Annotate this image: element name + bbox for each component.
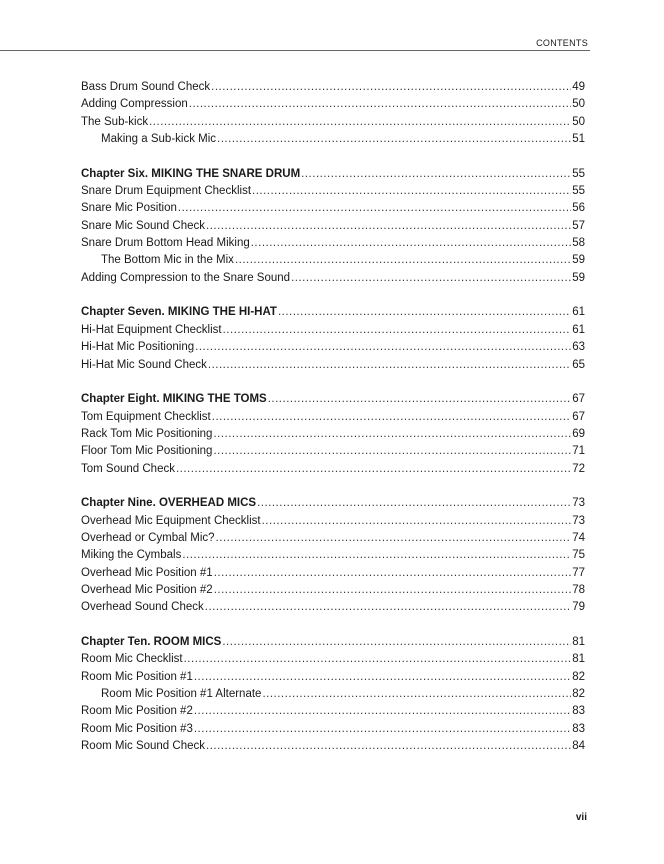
toc-entry-page: 77 [572, 566, 585, 579]
toc-entry-page: 67 [572, 393, 585, 406]
toc-entry-title: The Sub-kick [81, 115, 149, 128]
toc-entry-page: 75 [572, 549, 585, 562]
toc-entry[interactable] [81, 686, 585, 703]
toc-entry-title: Chapter Eight. MIKING THE TOMS [81, 393, 267, 406]
toc-entry-title: Snare Mic Position [81, 202, 177, 215]
dot-leader [149, 114, 571, 131]
header-rule [0, 50, 590, 51]
dot-leader [217, 131, 571, 148]
toc-entry[interactable] [81, 235, 585, 252]
dot-leader [213, 443, 571, 460]
toc-chapter-entry[interactable] [81, 634, 585, 651]
dot-leader [216, 530, 572, 547]
toc-entry-page: 84 [572, 740, 585, 753]
toc-entry-title: Hi-Hat Mic Positioning [81, 341, 195, 354]
toc-entry-page: 58 [572, 237, 585, 250]
toc-entry-title: Room Mic Sound Check [81, 740, 205, 753]
toc-entry-title: Hi-Hat Equipment Checklist [81, 323, 222, 336]
toc-chapter-entry[interactable] [81, 304, 585, 321]
toc-entry-page: 78 [572, 583, 585, 596]
toc-entry-title: Snare Drum Equipment Checklist [81, 185, 252, 198]
toc-entry-title: Adding Compression [81, 98, 188, 111]
toc-entry[interactable] [81, 114, 585, 131]
toc-entry-title: Overhead Mic Equipment Checklist [81, 514, 261, 527]
toc-entry-title: Miking the Cymbals [81, 549, 182, 562]
dot-leader [251, 235, 571, 252]
section-gap [81, 617, 585, 634]
toc-entry-title: Chapter Ten. ROOM MICS [81, 636, 222, 648]
section-gap [81, 478, 585, 495]
toc-entry-title: Overhead Mic Position #1 [81, 566, 213, 579]
toc-entry[interactable] [81, 79, 585, 96]
dot-leader [222, 634, 571, 651]
toc-entry-page: 81 [572, 636, 585, 648]
toc-entry-title: Chapter Nine. OVERHEAD MICS [81, 497, 257, 510]
toc-entry[interactable] [81, 183, 585, 200]
toc-entry[interactable] [81, 426, 585, 443]
toc-entry-page: 56 [572, 202, 585, 215]
toc-entry-title: Bass Drum Sound Check [81, 81, 211, 93]
dot-leader [213, 426, 571, 443]
toc-entry[interactable] [81, 547, 585, 564]
dot-leader [301, 166, 571, 183]
dot-leader [206, 738, 571, 755]
toc-entry-page: 71 [572, 445, 585, 458]
toc-entry-page: 51 [572, 133, 585, 146]
dot-leader [262, 686, 571, 703]
dot-leader [182, 547, 571, 564]
toc-entry-title: Chapter Seven. MIKING THE HI-HAT [81, 306, 277, 319]
toc-entry[interactable] [81, 96, 585, 113]
toc-entry-page: 49 [572, 81, 585, 93]
toc-entry-title: Tom Equipment Checklist [81, 410, 211, 423]
toc-entry-title: Adding Compression to the Snare Sound [81, 271, 291, 284]
toc-entry[interactable] [81, 461, 585, 478]
dot-leader [189, 96, 571, 113]
dot-leader [257, 495, 571, 512]
toc-entry-title: Tom Sound Check [81, 462, 175, 475]
dot-leader [194, 703, 571, 720]
toc-entry-title: Making a Sub-kick Mic [101, 133, 217, 146]
dot-leader [214, 565, 572, 582]
dot-leader [223, 322, 572, 339]
table-of-contents [81, 79, 585, 755]
toc-entry[interactable] [81, 409, 585, 426]
toc-entry-page: 81 [572, 653, 585, 666]
toc-entry-page: 72 [572, 462, 585, 475]
dot-leader [212, 409, 571, 426]
running-header: CONTENTS [536, 38, 588, 48]
toc-chapter-entry[interactable] [81, 166, 585, 183]
toc-entry-title: Chapter Six. MIKING THE SNARE DRUM [81, 167, 301, 180]
toc-entry-page: 50 [572, 115, 585, 128]
toc-entry-page: 61 [572, 323, 585, 336]
dot-leader [268, 391, 571, 408]
toc-entry-page: 79 [572, 601, 585, 614]
toc-entry[interactable] [81, 200, 585, 217]
toc-entry[interactable] [81, 651, 585, 668]
toc-entry-page: 73 [572, 514, 585, 527]
toc-entry-title: The Bottom Mic in the Mix [101, 254, 234, 267]
dot-leader [211, 79, 571, 96]
dot-leader [176, 461, 571, 478]
toc-entry[interactable] [81, 322, 585, 339]
toc-entry[interactable] [81, 582, 585, 599]
toc-entry[interactable] [81, 530, 585, 547]
toc-entry-page: 69 [572, 427, 585, 440]
toc-entry[interactable] [81, 721, 585, 738]
toc-entry-title: Overhead or Cymbal Mic? [81, 531, 215, 544]
dot-leader [206, 218, 571, 235]
toc-entry-title: Floor Tom Mic Positioning [81, 445, 213, 458]
toc-entry[interactable] [81, 513, 585, 530]
toc-entry[interactable] [81, 218, 585, 235]
toc-entry-page: 73 [572, 497, 585, 510]
toc-entry-title: Overhead Mic Position #2 [81, 583, 213, 596]
toc-entry-title: Room Mic Position #1 Alternate [101, 688, 262, 701]
toc-entry-title: Room Mic Position #3 [81, 722, 193, 735]
toc-entry-title: Hi-Hat Mic Sound Check [81, 358, 207, 371]
page-number: vii [575, 812, 587, 823]
toc-entry-page: 55 [572, 185, 585, 198]
dot-leader [278, 304, 571, 321]
toc-entry-page: 59 [572, 254, 585, 267]
toc-entry-title: Snare Mic Sound Check [81, 219, 206, 232]
toc-entry-page: 82 [572, 670, 585, 683]
dot-leader [235, 252, 571, 269]
toc-chapter-entry[interactable] [81, 495, 585, 512]
toc-entry[interactable] [81, 270, 585, 287]
toc-entry[interactable] [81, 443, 585, 460]
dot-leader [178, 200, 571, 217]
dot-leader [291, 270, 571, 287]
toc-entry-page: 57 [572, 219, 585, 232]
toc-entry[interactable] [81, 738, 585, 755]
toc-entry[interactable] [81, 703, 585, 720]
toc-entry-title: Rack Tom Mic Positioning [81, 427, 213, 440]
toc-entry-title: Room Mic Checklist [81, 653, 183, 666]
dot-leader [262, 513, 572, 530]
toc-entry-title: Room Mic Position #1 [81, 670, 193, 683]
section-gap [81, 374, 585, 391]
dot-leader [214, 582, 572, 599]
toc-entry-page: 61 [572, 306, 585, 319]
toc-entry-page: 74 [572, 531, 585, 544]
toc-entry-title: Snare Drum Bottom Head Miking [81, 237, 250, 250]
section-gap [81, 287, 585, 304]
toc-entry[interactable] [81, 565, 585, 582]
toc-entry-page: 65 [572, 358, 585, 371]
toc-entry[interactable] [81, 599, 585, 616]
dot-leader [195, 339, 571, 356]
toc-entry[interactable] [81, 252, 585, 269]
toc-entry-title: Room Mic Position #2 [81, 705, 193, 718]
toc-entry[interactable] [81, 339, 585, 356]
toc-entry[interactable] [81, 669, 585, 686]
toc-entry-page: 83 [572, 705, 585, 718]
toc-entry[interactable] [81, 131, 585, 148]
toc-entry-page: 82 [572, 688, 585, 701]
toc-chapter-entry[interactable] [81, 391, 585, 408]
toc-entry-page: 63 [572, 341, 585, 354]
toc-entry-page: 59 [572, 271, 585, 284]
toc-entry[interactable] [81, 357, 585, 374]
dot-leader [194, 669, 571, 686]
toc-entry-page: 83 [572, 722, 585, 735]
dot-leader [205, 599, 571, 616]
dot-leader [184, 651, 572, 668]
toc-entry-title: Overhead Sound Check [81, 601, 204, 614]
dot-leader [194, 721, 571, 738]
toc-entry-page: 50 [572, 98, 585, 111]
section-gap [81, 148, 585, 165]
toc-entry-page: 67 [572, 410, 585, 423]
toc-entry-page: 55 [572, 167, 585, 180]
dot-leader [252, 183, 571, 200]
dot-leader [208, 357, 571, 374]
